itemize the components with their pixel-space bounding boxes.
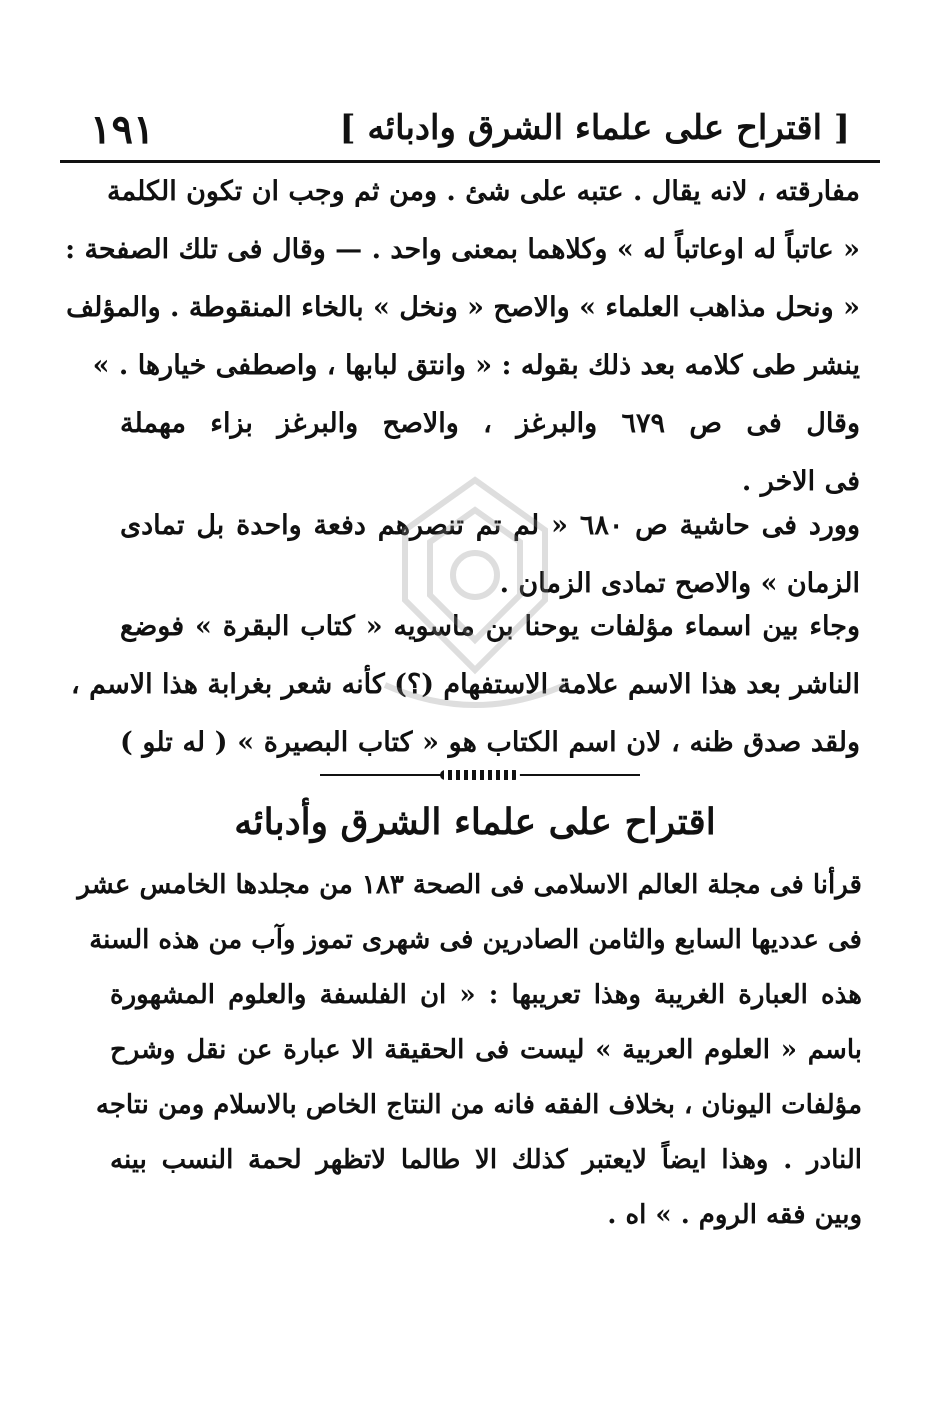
text-line: فى الاخر . xyxy=(741,466,860,497)
text-line: هذه العبارة الغريبة وهذا تعريبها : « ان الفلسفة والعلوم المشهورة xyxy=(110,980,862,1010)
text-line: وبين فقه الروم . » اه . xyxy=(607,1200,862,1230)
text-line: ينشر طى كلامه بعد ذلك بقوله : « وانتق لبابها ، واصطفى خيارها . » xyxy=(92,350,860,381)
running-title: [ اقتراح على علماء الشرق وادبائه ] xyxy=(339,108,850,148)
section-heading: اقتراح على علماء الشرق وأدبائه xyxy=(234,801,716,843)
text-line: ولقد صدق ظنه ، لان اسم الكتاب هو « كتاب البصيرة » ( له تلو ) xyxy=(120,727,860,758)
text-line: « ونحل مذاهب العلماء » والاصح « ونخل » بالخاء المنقوطة . والمؤلف xyxy=(66,292,860,323)
text-line: الناشر بعد هذا الاسم علامة الاستفهام (؟) كأنه شعر بغرابة هذا الاسم ، xyxy=(71,669,860,700)
text-line: باسم « العلوم العربية » ليست فى الحقيقة الا عبارة عن نقل وشرح xyxy=(110,1035,862,1065)
text-line: فى عدديها السابع والثامن الصادرين فى شهرى تموز وآب من هذه السنة xyxy=(89,925,862,955)
section-body xyxy=(77,858,862,1243)
text-line: وقال فى ص ٦٧٩ والبرغز ، والاصح والبرغز بزاء مهملة xyxy=(120,408,861,439)
text-line: الزمان » والاصح تمادى الزمان . xyxy=(499,568,860,599)
section-separator xyxy=(320,770,640,780)
text-line: النادر . وهذا ايضاً لايعتبر كذلك الا طالما لاتظهر لحمة النسب بينه xyxy=(110,1145,862,1175)
page-header xyxy=(70,92,870,152)
text-line: « عاتباً له اوعاتباً له » وكلاهما بمعنى واحد . — وقال فى تلك الصفحة : xyxy=(65,234,860,265)
text-line: قرأنا فى مجلة العالم الاسلامى فى الصحة ١٨٣ من مجلدها الخامس عشر xyxy=(77,870,862,900)
text-line: وورد فى حاشية ص ٦٨٠ « لم تم تنصرهم دفعة واحدة بل تمادى xyxy=(120,510,860,541)
page-number: ١٩١ xyxy=(90,106,155,153)
text-line: مؤلفات اليونان ، بخلاف الفقه فانه من النتاج الخاص بالاسلام ومن نتاجه xyxy=(95,1090,862,1120)
text-line: وجاء بين اسماء مؤلفات يوحنا بن ماسويه « كتاب البقرة » فوضع xyxy=(120,611,860,642)
paragraph-corrections xyxy=(65,163,861,511)
text-line: مفارقته ، لانه يقال . عتبه على شئ . ومن ثم وجب ان تكون الكلمة xyxy=(107,176,860,207)
separator-ornament-icon xyxy=(440,770,520,780)
library-seal-icon xyxy=(345,470,605,730)
